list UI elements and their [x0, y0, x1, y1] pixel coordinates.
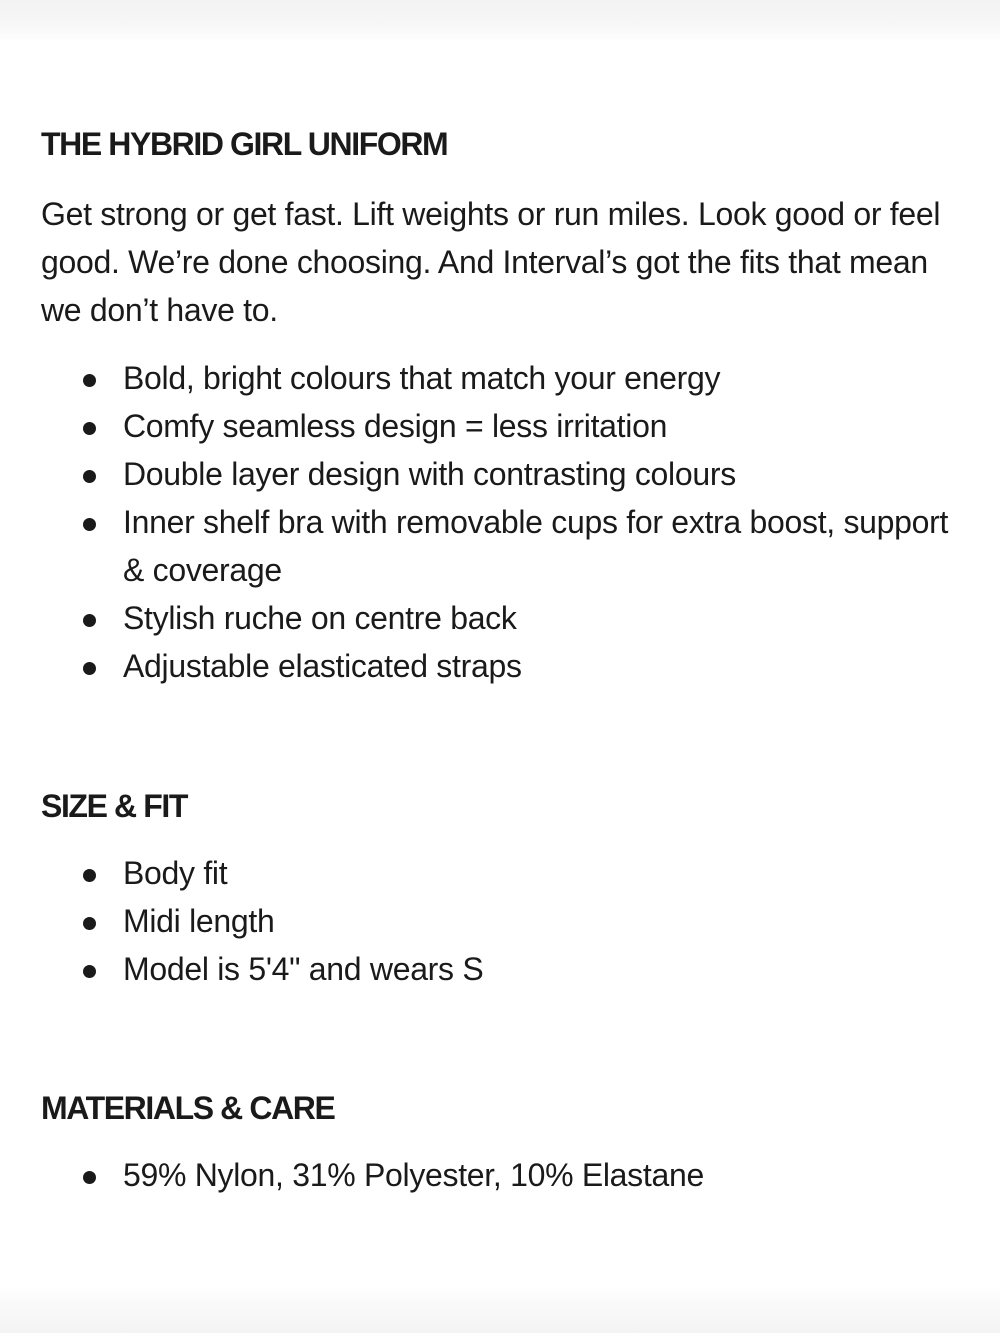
- bullet-dot-icon: [83, 422, 96, 435]
- list-item: Stylish ruche on centre back: [41, 594, 956, 642]
- list-item: Double layer design with contrasting colours: [41, 450, 956, 498]
- bullet-dot-icon: [83, 1171, 96, 1184]
- bullet-dot-icon: [83, 374, 96, 387]
- description-heading: THE HYBRID GIRL UNIFORM: [41, 126, 448, 162]
- list-item: Inner shelf bra with removable cups for extra boost, support & coverage: [41, 498, 956, 594]
- list-item: 59% Nylon, 31% Polyester, 10% Elastane: [41, 1151, 956, 1199]
- bullet-dot-icon: [83, 518, 96, 531]
- bullet-dot-icon: [83, 869, 96, 882]
- description-bullet-list: [41, 354, 956, 690]
- list-item: Comfy seamless design = less irritation: [41, 402, 956, 450]
- materials-care-heading: MATERIALS & CARE: [41, 1090, 335, 1126]
- bottom-edge-shadow: [0, 1287, 1000, 1333]
- list-item: Bold, bright colours that match your energy: [41, 354, 956, 402]
- description-intro: Get strong or get fast. Lift weights or run miles. Look good or feel good. We’re done choosing. And Interval’s got the fits that mean we don’t have to.: [41, 196, 941, 328]
- top-edge-shadow: [0, 0, 1000, 42]
- bullet-dot-icon: [83, 965, 96, 978]
- list-item: Adjustable elasticated straps: [41, 642, 956, 690]
- materials-care-bullet-list: [41, 1151, 956, 1199]
- bullet-dot-icon: [83, 917, 96, 930]
- bullet-dot-icon: [83, 614, 96, 627]
- list-item: Body fit: [41, 849, 956, 897]
- list-item: Model is 5'4" and wears S: [41, 945, 956, 993]
- bullet-dot-icon: [83, 470, 96, 483]
- size-fit-bullet-list: [41, 849, 956, 993]
- bullet-dot-icon: [83, 662, 96, 675]
- size-fit-heading: SIZE & FIT: [41, 788, 188, 824]
- list-item: Midi length: [41, 897, 956, 945]
